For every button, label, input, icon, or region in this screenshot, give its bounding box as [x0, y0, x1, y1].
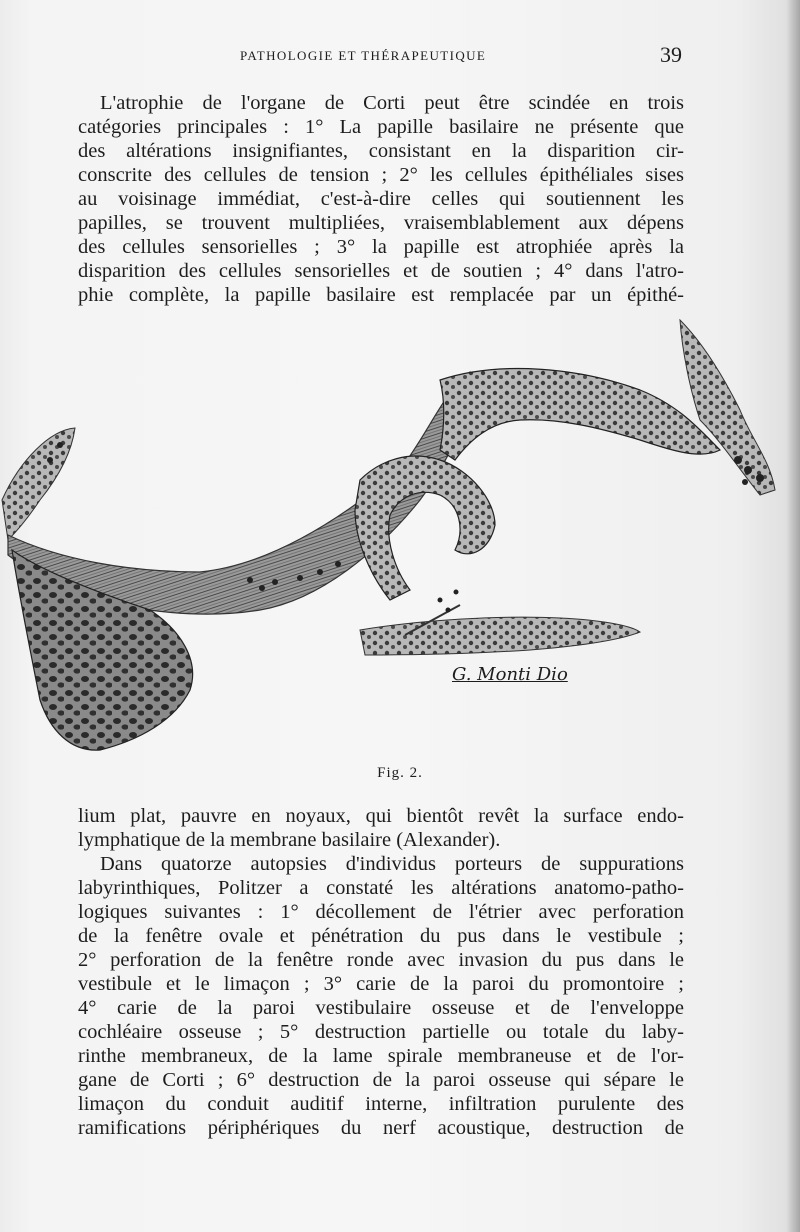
text-line: catégories principales : 1° La papille basilaire ne présente que [78, 116, 684, 138]
text-line: Dans quatorze autopsies d'individus porteurs de suppurations [100, 853, 684, 875]
text-line: rinthe membraneux, de la lame spirale membraneuse et de l'or- [78, 1045, 684, 1067]
text-line: L'atrophie de l'organe de Corti peut être scindée en trois [100, 92, 684, 114]
text-line: papilles, se trouvent multipliées, vraisemblablement aux dépens [78, 212, 684, 234]
paragraph-atrophie [78, 91, 684, 307]
paragraph-politzer [78, 852, 684, 1140]
left-frayed-tip [2, 428, 75, 540]
text-line: lymphatique de la membrane basilaire (Alexander). [78, 829, 501, 851]
running-head: PATHOLOGIE ET THÉRAPEUTIQUE [240, 48, 487, 63]
text-line: des cellules sensorielles ; 3° la papille est atrophiée après la [78, 236, 684, 258]
text-line: ramifications périphériques du nerf acoustique, destruction de [78, 1117, 684, 1139]
text-line: cochléaire osseuse ; 5° destruction partielle ou totale du laby- [78, 1021, 684, 1043]
text-line: 2° perforation de la fenêtre ronde avec invasion du pus dans le [78, 949, 684, 971]
right-spike [680, 320, 775, 495]
histology-illustration [0, 310, 790, 760]
text-line: conscrite des cellules de tension ; 2° les cellules épithéliales sises [78, 164, 684, 186]
text-line: limaçon du conduit auditif interne, infiltration purulente des [78, 1093, 684, 1115]
upper-granular-arch [440, 369, 720, 460]
figure-caption: Fig. 2. [377, 765, 423, 781]
text-line: phie complète, la papille basilaire est remplacée par un épithé- [78, 284, 684, 306]
text-line: vestibule et le limaçon ; 3° carie de la paroi du promontoire ; [78, 973, 684, 995]
page-number: 39 [660, 42, 682, 67]
text-line: 4° carie de la paroi vestibulaire osseuse et de l'enveloppe [78, 997, 684, 1019]
hooked-cellular-loop [355, 456, 495, 600]
text-line: lium plat, pauvre en noyaux, qui bientôt revêt la surface endo- [78, 805, 684, 827]
illustrator-signature: G. Monti Dio [452, 664, 568, 685]
text-line: disparition des cellules sensorielles et de soutien ; 4° dans l'atro- [78, 260, 684, 282]
paragraph-continuation [78, 804, 684, 852]
text-line: labyrinthiques, Politzer a constaté les altérations anatomo-patho- [78, 877, 684, 899]
text-line: des altérations insignifiantes, consistant en la disparition cir- [78, 140, 684, 162]
text-line: au voisinage immédiat, c'est-à-dire celles qui soutiennent les [78, 188, 684, 210]
text-line: logiques suivantes : 1° décollement de l'étrier avec perforation [78, 901, 684, 923]
text-line: gane de Corti ; 6° destruction de la paroi osseuse qui sépare le [78, 1069, 684, 1091]
text-line: de la fenêtre ovale et pénétration du pus dans le vestibule ; [78, 925, 684, 947]
lower-membrane [360, 617, 640, 655]
